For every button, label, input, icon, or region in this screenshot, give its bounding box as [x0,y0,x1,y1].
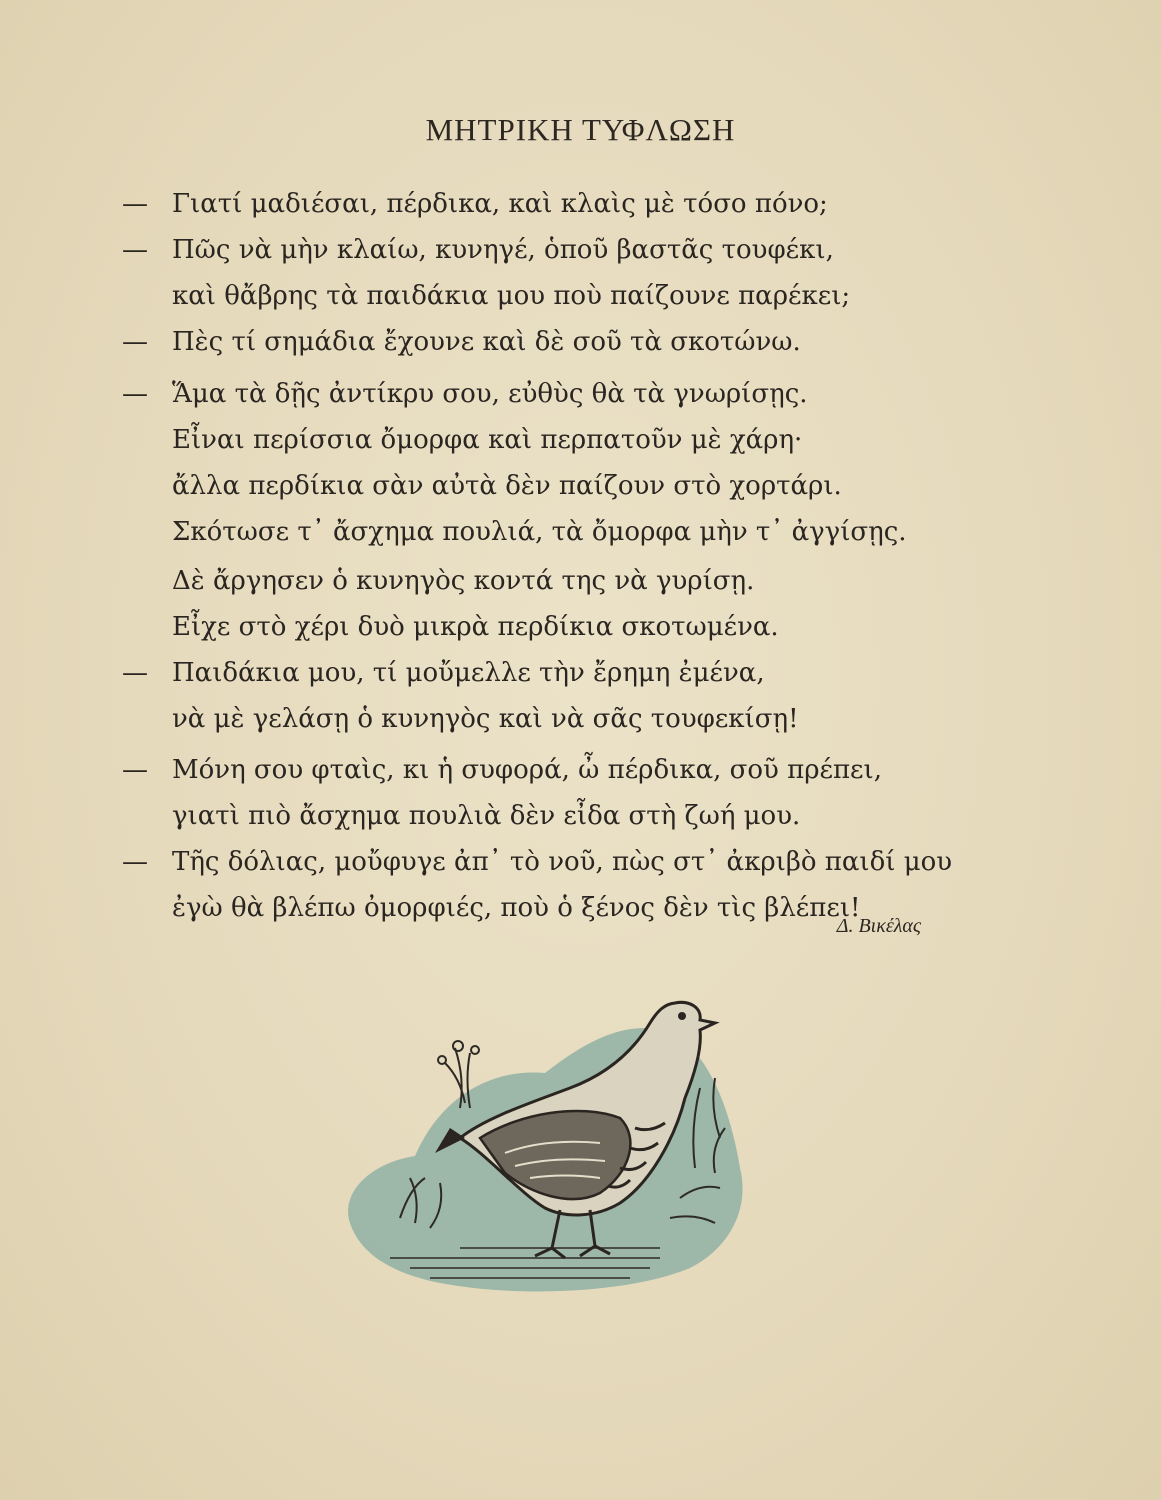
dialogue-dash: — [122,379,148,409]
author-signature: Δ. Βικέλας [836,915,921,937]
poem-line [122,181,942,227]
line-text: Εἶναι περίσσια ὄμορφα καὶ περπατοῦν μὲ χάρη· [172,425,803,455]
poem-line [122,885,942,931]
line-text: ἄλλα περδίκια σὰν αὐτὰ δὲν παίζουν στὸ χορτάρι. [172,471,842,501]
poem-line [122,604,942,650]
poem-line [122,558,942,604]
line-text: ἐγὼ θὰ βλέπω ὀμορφιές, ποὺ ὁ ξένος δὲν τὶς βλέπει! [172,893,861,923]
line-text: Πὲς τί σημάδια ἔχουνε καὶ δὲ σοῦ τὰ σκοτώνω. [172,327,801,357]
line-text: Σκότωσε τ᾿ ἄσχημα πουλιά, τὰ ὄμορφα μὴν τ᾿ ἀγγίσῃς. [172,517,907,547]
poem-line [122,227,942,273]
dialogue-dash: — [122,327,148,357]
stanza-1 [122,181,942,365]
partridge-woodcut-illustration [330,978,770,1308]
poem-line [122,273,942,319]
line-text: Πῶς νὰ μὴν κλαίω, κυνηγέ, ὁποῦ βαστᾶς τουφέκι, [172,235,834,265]
dialogue-dash: — [122,755,148,785]
poem-line [122,509,942,555]
poem-line [122,371,942,417]
stanza-3 [122,558,942,742]
poem-title: ΜΗΤΡΙΚΗ ΤΥΦΛΩΣΗ [425,112,736,147]
poem-line [122,463,942,509]
bird-eye [678,1012,686,1020]
poem-line [122,417,942,463]
line-text: Δὲ ἄργησεν ὁ κυνηγὸς κοντά της νὰ γυρίσῃ. [172,566,755,596]
poem-line [122,696,942,742]
line-text: νὰ μὲ γελάσῃ ὁ κυνηγὸς καὶ νὰ σᾶς τουφεκίσῃ! [172,704,799,734]
poem-line [122,839,953,885]
line-text: καὶ θἄβρης τὰ παιδάκια μου ποὺ παίζουνε παρέκει; [172,281,851,311]
poem-line [122,793,942,839]
line-text: Εἶχε στὸ χέρι δυὸ μικρὰ περδίκια σκοτωμένα. [172,612,779,642]
poem-line [122,747,942,793]
dialogue-dash: — [122,189,148,219]
dialogue-dash: — [122,658,148,688]
line-text: Γιατί μαδιέσαι, πέρδικα, καὶ κλαὶς μὲ τόσο πόνο; [172,189,828,219]
line-text: Τῆς δόλιας, μοὔφυγε ἀπ᾿ τὸ νοῦ, πὼς στ᾿ ἀκριβὸ παιδί μου [172,847,953,877]
poem-line [122,650,942,696]
dialogue-dash: — [122,235,148,265]
stanza-4 [122,747,953,931]
line-text: γιατὶ πιὸ ἄσχημα πουλιὰ δὲν εἶδα στὴ ζωή μου. [172,801,801,831]
line-text: Παιδάκια μου, τί μοὔμελλε τὴν ἔρημη ἐμένα, [172,658,765,688]
dialogue-dash: — [122,847,148,877]
line-text: Μόνη σου φταὶς, κι ἡ συφορά, ὦ πέρδικα, σοῦ πρέπει, [172,755,882,785]
poem-line [122,319,942,365]
line-text: Ἅμα τὰ δῇς ἀντίκρυ σου, εὐθὺς θὰ τὰ γνωρίσῃς. [172,379,808,409]
stanza-2 [122,371,942,555]
